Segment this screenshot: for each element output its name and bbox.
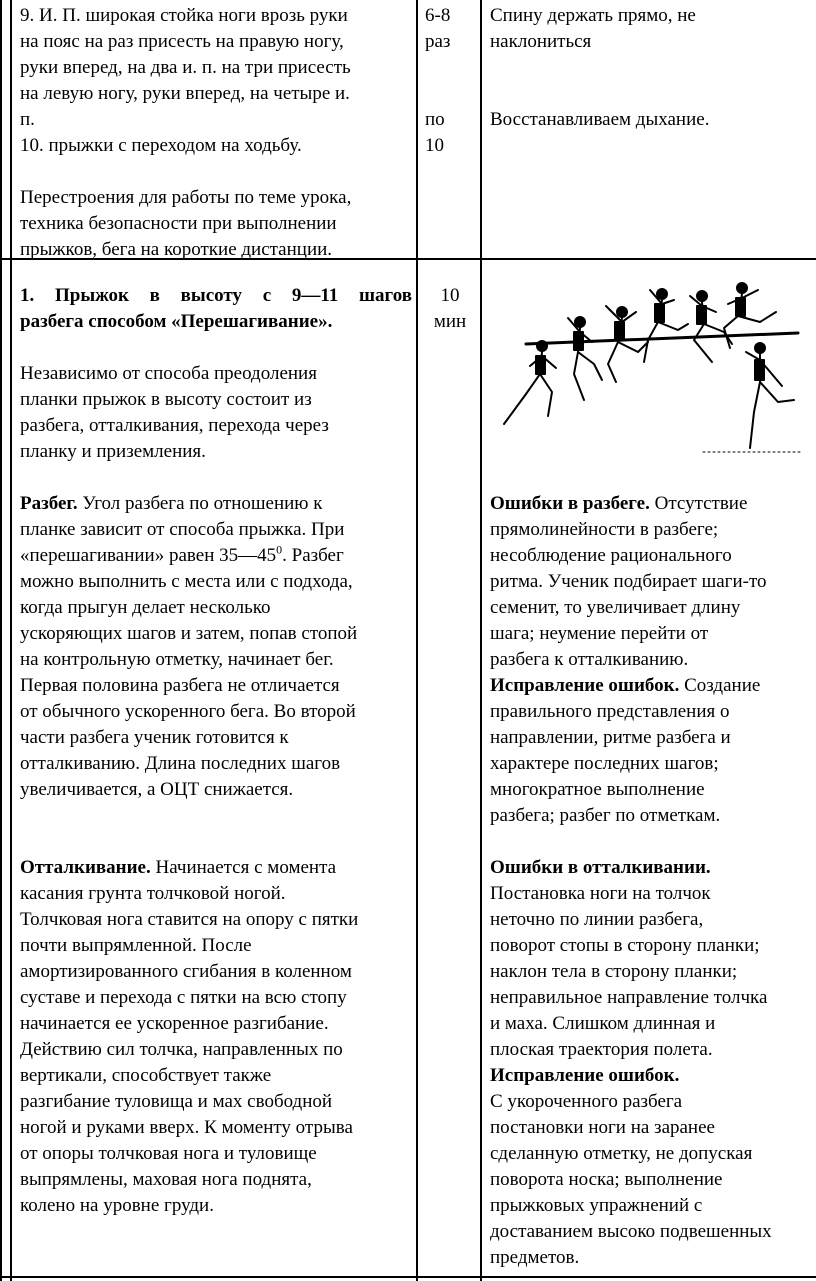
exercise-title: разбега способом «Перешагивание». [20,311,333,332]
exercise-title: 1. Прыжок в высоту с 9—11 шагов [20,285,412,306]
intro-line: Независимо от способа преодоления [20,363,317,384]
runup-line: ускоряющих шагов и затем, попав стопой [20,623,358,644]
table-divider-2 [480,0,482,1281]
table-border-left [10,0,12,1281]
rebuild-line: техника безопасности при выполнении [20,213,337,234]
takeoff-heading: Отталкивание. [20,857,151,878]
item9-line: п. [20,109,35,130]
takeoff-line: почти выпрямленной. После [20,935,252,956]
row1-dosage-cell [425,3,477,159]
error-runup-line: прямолинейности в разбеге; [490,519,719,540]
runup-heading: Разбег. [20,493,78,514]
takeoff-line: Отталкивание. Начинается с момента [20,857,337,878]
intro-line: планки прыжок в высоту состоит из [20,389,312,410]
fix-runup-line: характере последних шагов; [490,753,719,774]
error-runup-line: семенит, то увеличивает длину [490,597,741,618]
dosage-unit: мин [433,311,467,332]
note-line: Спину держать прямо, не [490,5,696,26]
error-takeoff-line: наклон тела в сторону планки; [490,961,738,982]
intro-line: разбега, отталкивания, перехода через [20,415,329,436]
table-divider-1 [416,0,418,1281]
error-runup-line: разбега к отталкиванию. [490,649,689,670]
row2-dosage-cell [420,283,480,335]
error-takeoff-line: неточно по линии разбега, [490,909,704,930]
left-edge-mark [0,0,2,1281]
dosage-value: 10 [440,285,460,306]
error-takeoff-line: неправильное направление толчка [490,987,768,1008]
takeoff-line: суставе и перехода с пятки на всю стопу [20,987,347,1008]
fix-takeoff-line: С укороченного разбега [490,1091,683,1112]
fix-takeoff-line [490,1063,816,1089]
fix-runup-line: многократное выполнение [490,779,705,800]
runup-line: когда прыгун делает несколько [20,597,271,618]
dosage-unit: раз [425,31,451,52]
fix-runup-heading: Исправление ошибок. [490,675,680,696]
fix-runup-line: направлении, ритме разбега и [490,727,731,748]
error-runup-line: ритма. Ученик подбирает шаги-то [490,571,767,592]
item9-line: 9. И. П. широкая стойка ноги врозь руки [20,5,348,26]
error-runup-line: шага; неумение перейти от [490,623,709,644]
fix-takeoff-line: прыжковых упражнений с [490,1195,703,1216]
takeoff-line: ногой и руками вверх. К моменту отрыва [20,1117,353,1138]
fix-runup-line: правильного представления о [490,701,730,722]
runup-line: Разбег. Угол разбега по отношению к [20,493,323,514]
item9-line: на левую ногу, руки вперед, на четыре и. [20,83,350,104]
runup-line: увеличивается, а ОЦТ снижается. [20,779,294,800]
item10-text: 10. прыжки с переходом на ходьбу. [20,135,302,156]
error-runup-line: несоблюдение рационального [490,545,732,566]
row2-notes-cell [490,491,816,1271]
dosage-value: по [425,109,445,130]
runup-line: Первая половина разбега не отличается [20,675,340,696]
row2-exercise-cell [20,283,412,1219]
runup-line: планке зависит от способа прыжка. При [20,519,345,540]
fix-takeoff-line: предметов. [490,1247,580,1268]
rebuild-line: Перестроения для работы по теме урока, [20,187,352,208]
takeoff-line: касания грунта толчковой ногой. [20,883,286,904]
dosage-value: 10 [425,135,444,156]
runup-line: отталкиванию. Длина последних шагов [20,753,341,774]
dosage-value: 6-8 [425,5,451,26]
item9-line: руки вперед, на два и. п. на три присесть [20,57,351,78]
item9-line: на пояс на раз присесть на правую ногу, [20,31,344,52]
takeoff-line: амортизированного сгибания в коленном [20,961,352,982]
fix-takeoff-line: поворота носка; выполнение [490,1169,723,1190]
runup-line: на контрольную отметку, начинает бег. [20,649,334,670]
takeoff-line: от опоры толчковая нога и туловище [20,1143,317,1164]
fix-takeoff-heading: Исправление ошибок. [490,1065,680,1086]
fix-runup-line: Исправление ошибок. Создание [490,675,761,696]
row1-notes-cell [490,3,816,133]
error-takeoff-line: плоская траектория полета. [490,1039,713,1060]
fix-runup-line: разбега; разбег по отметкам. [490,805,721,826]
table-border-bottom [0,1276,816,1278]
note-breathing: Восстанавливаем дыхание. [490,109,710,130]
runup-line: части разбега ученик готовится к [20,727,289,748]
rebuild-line: прыжков, бега на короткие дистанции. [20,239,333,260]
takeoff-line: Толчковая нога ставится на опору с пятки [20,909,359,930]
intro-line: планку и приземления. [20,441,206,462]
error-runup-heading: Ошибки в разбеге. [490,493,650,514]
error-takeoff-line: Постановка ноги на толчок [490,883,711,904]
error-takeoff-line: поворот стопы в сторону планки; [490,935,760,956]
high-jump-illustration [498,282,804,462]
row1-exercise-cell [20,3,412,263]
error-runup-line: Ошибки в разбеге. Отсутствие [490,493,748,514]
error-takeoff-line [490,855,816,881]
fix-takeoff-line: сделанную отметку, не допуская [490,1143,753,1164]
takeoff-line: Действию сил толчка, направленных по [20,1039,343,1060]
takeoff-line: вертикали, способствует также [20,1065,272,1086]
runup-line: можно выполнить с места или с подхода, [20,571,353,592]
runup-line: от обычного ускоренного бега. Во второй [20,701,356,722]
takeoff-line: разгибание туловища и мах свободной [20,1091,333,1112]
runup-line: «перешагивании» равен $35—45^0$. Разбег [20,542,344,566]
fix-takeoff-line: постановки ноги на заранее [490,1117,715,1138]
error-takeoff-line: и маха. Слишком длинная и [490,1013,716,1034]
note-line: наклониться [490,31,592,52]
takeoff-line: выпрямлены, маховая нога поднята, [20,1169,312,1190]
fix-takeoff-line: доставанием высоко подвешенных [490,1221,772,1242]
takeoff-line: начинается ее ускоренное разгибание. [20,1013,329,1034]
takeoff-line: колено на уровне груди. [20,1195,214,1216]
error-takeoff-heading: Ошибки в отталкивании. [490,857,711,878]
